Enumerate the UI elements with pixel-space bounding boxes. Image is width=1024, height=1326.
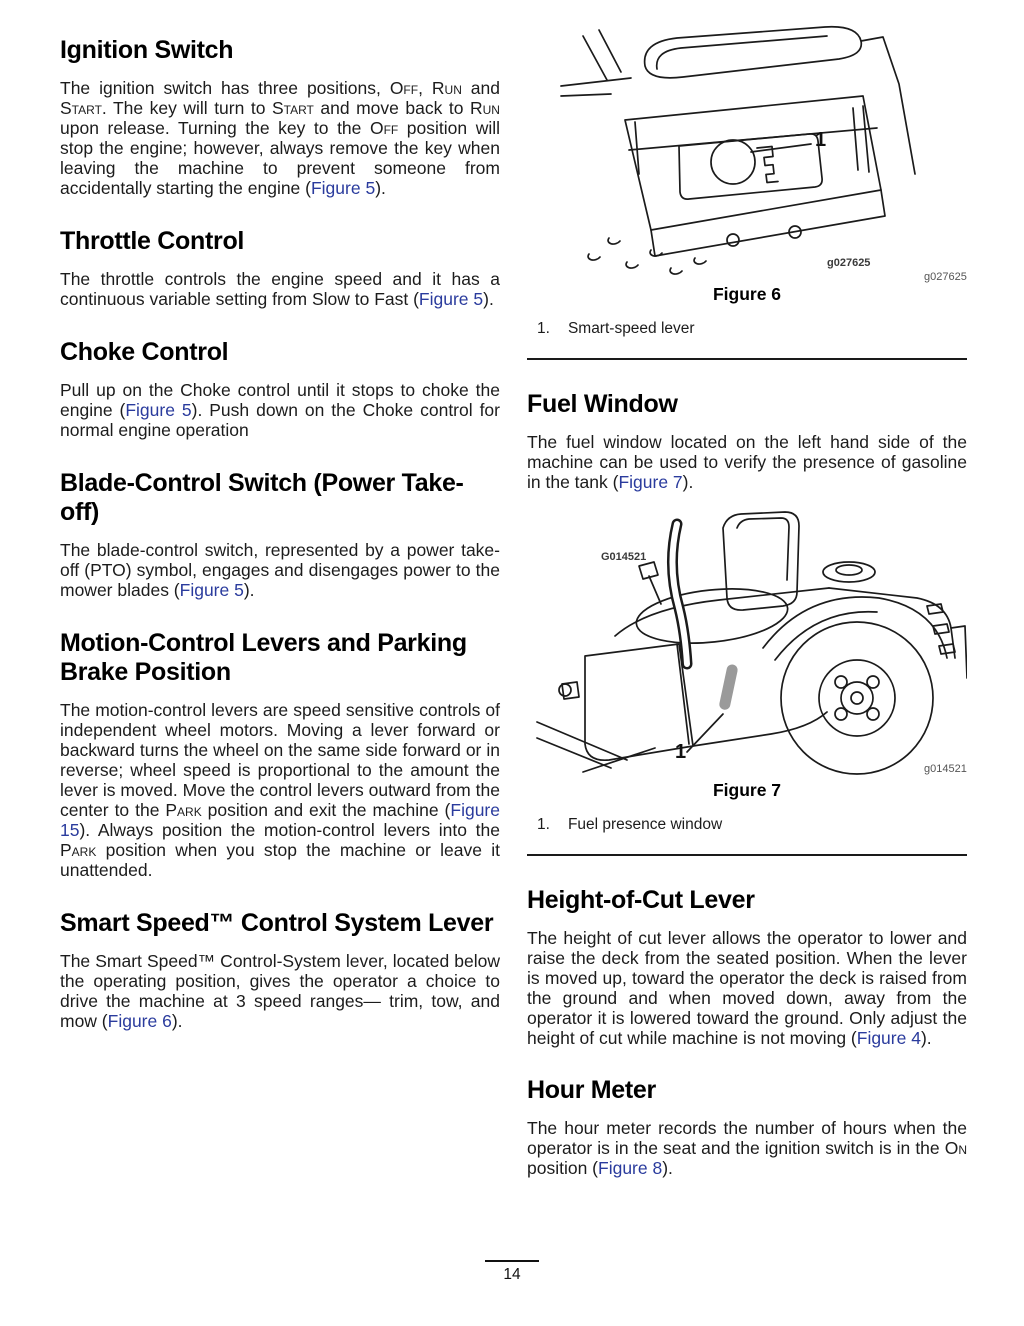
heading-fuel-window: Fuel Window bbox=[527, 390, 678, 418]
fuel-window-shape bbox=[718, 663, 738, 710]
section-choke-control bbox=[60, 338, 500, 440]
figure6-legend-number: 1. bbox=[537, 320, 550, 337]
right-column bbox=[527, 22, 967, 1178]
figure-link[interactable]: Figure 6 bbox=[107, 1011, 172, 1031]
text-run: ). bbox=[682, 472, 694, 492]
figure6-legend bbox=[527, 320, 967, 338]
heading-hour-meter: Hour Meter bbox=[527, 1076, 656, 1104]
text-run: position when you stop the machine or leave it unattended. bbox=[60, 840, 500, 880]
section-ignition-switch bbox=[60, 36, 500, 198]
small-caps-term: Run bbox=[470, 98, 500, 118]
section-throttle-control bbox=[60, 227, 500, 309]
small-caps-term: Start bbox=[60, 98, 102, 118]
page-number: 14 bbox=[503, 1266, 521, 1283]
figure-link[interactable]: Figure 5 bbox=[179, 580, 244, 600]
figure7-caption: Figure 7 bbox=[712, 780, 782, 800]
divider-after-figure7 bbox=[527, 854, 967, 856]
figure7-block bbox=[527, 506, 967, 778]
figure-link[interactable]: Figure 8 bbox=[598, 1158, 663, 1178]
text-run: The height of cut lever allows the operator to lower and raise the deck from the seated position. When the lever is moved up, toward the operator the deck is raised from the ground and when moved down, away from the operator it is lowered toward the ground. Only adjust the height of cut while machine is not moving ( bbox=[527, 928, 967, 1048]
figure6-block bbox=[527, 22, 967, 282]
figure7-callout-1: 1 bbox=[675, 741, 687, 763]
text-run: ). bbox=[171, 1011, 183, 1031]
paragraph-fuel-window bbox=[527, 432, 967, 492]
figure6-caption: Figure 6 bbox=[712, 284, 782, 304]
figure7-legend bbox=[527, 816, 967, 834]
text-run: upon release. Turning the key to the bbox=[60, 118, 370, 138]
text-run: The throttle controls the engine speed and it has a continuous variable setting from Slow to Fast ( bbox=[60, 269, 500, 309]
small-caps-term: Off bbox=[369, 118, 399, 138]
heading-blade-control-switch: Blade-Control Switch (Power Take-off) bbox=[60, 469, 464, 526]
small-caps-term: On bbox=[944, 1138, 967, 1158]
text-run: ). bbox=[920, 1028, 932, 1048]
figure7-drawing-id: G014521 bbox=[601, 551, 647, 563]
heading-smart-speed-lever: Smart Speed™ Control System Lever bbox=[60, 909, 494, 937]
text-run: position will stop the engine; however, always remove the key when leaving the machine to prevent someone from accidentally starting the engine ( bbox=[60, 118, 500, 198]
section-blade-control-switch bbox=[60, 469, 500, 600]
figure6-drawing-id: g027625 bbox=[827, 257, 871, 269]
small-caps-term: Start bbox=[271, 98, 314, 118]
paragraph-choke-control bbox=[60, 380, 500, 440]
figure7-legend-label: Fuel presence window bbox=[567, 816, 723, 833]
heading-height-of-cut: Height-of-Cut Lever bbox=[527, 886, 755, 914]
text-run: and bbox=[461, 78, 500, 98]
paragraph-motion-control-levers bbox=[60, 700, 500, 880]
small-caps-term: Park bbox=[60, 840, 97, 860]
text-run: , bbox=[418, 78, 432, 98]
text-run: ). bbox=[375, 178, 386, 198]
paragraph-height-of-cut bbox=[527, 928, 967, 1048]
paragraph-ignition-switch bbox=[60, 78, 500, 198]
text-run: and move back to bbox=[313, 98, 470, 118]
text-run: The fuel window located on the left hand side of the machine can be used to verify the presence of gasoline in the tank ( bbox=[527, 432, 967, 492]
text-run: The Smart Speed™ Control-System lever, located below the operating position, gives the operator a choice to drive the machine at 3 speed ranges— trim, tow, and mow ( bbox=[60, 951, 500, 1031]
text-run: ). Push down on the Choke control for normal engine operation bbox=[60, 400, 500, 440]
small-caps-term: Run bbox=[431, 78, 462, 98]
small-caps-term: Park bbox=[165, 800, 202, 820]
text-run: position and exit the machine ( bbox=[201, 800, 451, 820]
section-height-of-cut bbox=[527, 886, 967, 1048]
figure7-illustration bbox=[527, 506, 967, 778]
heading-choke-control: Choke Control bbox=[60, 338, 229, 366]
section-motion-control-levers bbox=[60, 629, 500, 880]
figure-link[interactable]: Figure 5 bbox=[125, 400, 192, 420]
text-run: The ignition switch has three positions, bbox=[60, 78, 390, 98]
figure-link[interactable]: Figure 4 bbox=[856, 1028, 921, 1048]
section-hour-meter bbox=[527, 1076, 967, 1178]
text-run: . The key will turn to bbox=[101, 98, 272, 118]
figure6-legend-label: Smart-speed lever bbox=[567, 320, 695, 337]
footer-rule bbox=[485, 1260, 539, 1262]
paragraph-smart-speed-lever bbox=[60, 951, 500, 1031]
section-smart-speed-lever bbox=[60, 909, 500, 1031]
figure6-drawing-id-outer: g027625 bbox=[924, 271, 967, 283]
figure6-illustration bbox=[527, 22, 967, 282]
figure-link[interactable]: Figure 15 bbox=[60, 800, 500, 840]
figure6-callout-1: 1 bbox=[815, 129, 827, 151]
text-run: The blade-control switch, represented by a power take-off (PTO) symbol, engages and disengages power to the mower blades ( bbox=[60, 540, 500, 600]
small-caps-term: Off bbox=[389, 78, 419, 98]
text-run: Pull up on the Choke control until it stops to choke the engine ( bbox=[60, 380, 500, 420]
text-run: position ( bbox=[527, 1158, 599, 1178]
divider-after-figure6 bbox=[527, 358, 967, 360]
heading-ignition-switch: Ignition Switch bbox=[60, 36, 234, 64]
figure7-legend-number: 1. bbox=[537, 816, 550, 833]
heading-throttle-control: Throttle Control bbox=[60, 227, 245, 255]
heading-motion-control-levers: Motion-Control Levers and Parking Brake Position bbox=[60, 629, 467, 686]
text-run: The hour meter records the number of hours when the operator is in the seat and the ignition switch is in the bbox=[527, 1118, 967, 1158]
page-footer bbox=[0, 1260, 1024, 1284]
text-run: ). bbox=[483, 289, 494, 309]
text-run: The motion-control levers are speed sensitive controls of independent wheel motors. Moving a lever forward or backward turns the wheel on the same side forward or in reverse; wheel speed is proportional to the amount the lever is moved. Move the control levers outward from the center to the bbox=[60, 700, 500, 820]
figure-link[interactable]: Figure 7 bbox=[618, 472, 683, 492]
text-run: ). bbox=[662, 1158, 673, 1178]
section-fuel-window bbox=[527, 390, 967, 492]
paragraph-throttle-control bbox=[60, 269, 500, 309]
text-run: ). bbox=[243, 580, 255, 600]
left-column bbox=[60, 36, 500, 1031]
figure-link[interactable]: Figure 5 bbox=[418, 289, 484, 309]
figure-link[interactable]: Figure 5 bbox=[310, 178, 376, 198]
paragraph-hour-meter bbox=[527, 1118, 967, 1178]
figure7-drawing-id-outer: g014521 bbox=[924, 763, 967, 775]
paragraph-blade-control-switch bbox=[60, 540, 500, 600]
text-run: ). Always position the motion-control levers into the bbox=[79, 820, 500, 840]
